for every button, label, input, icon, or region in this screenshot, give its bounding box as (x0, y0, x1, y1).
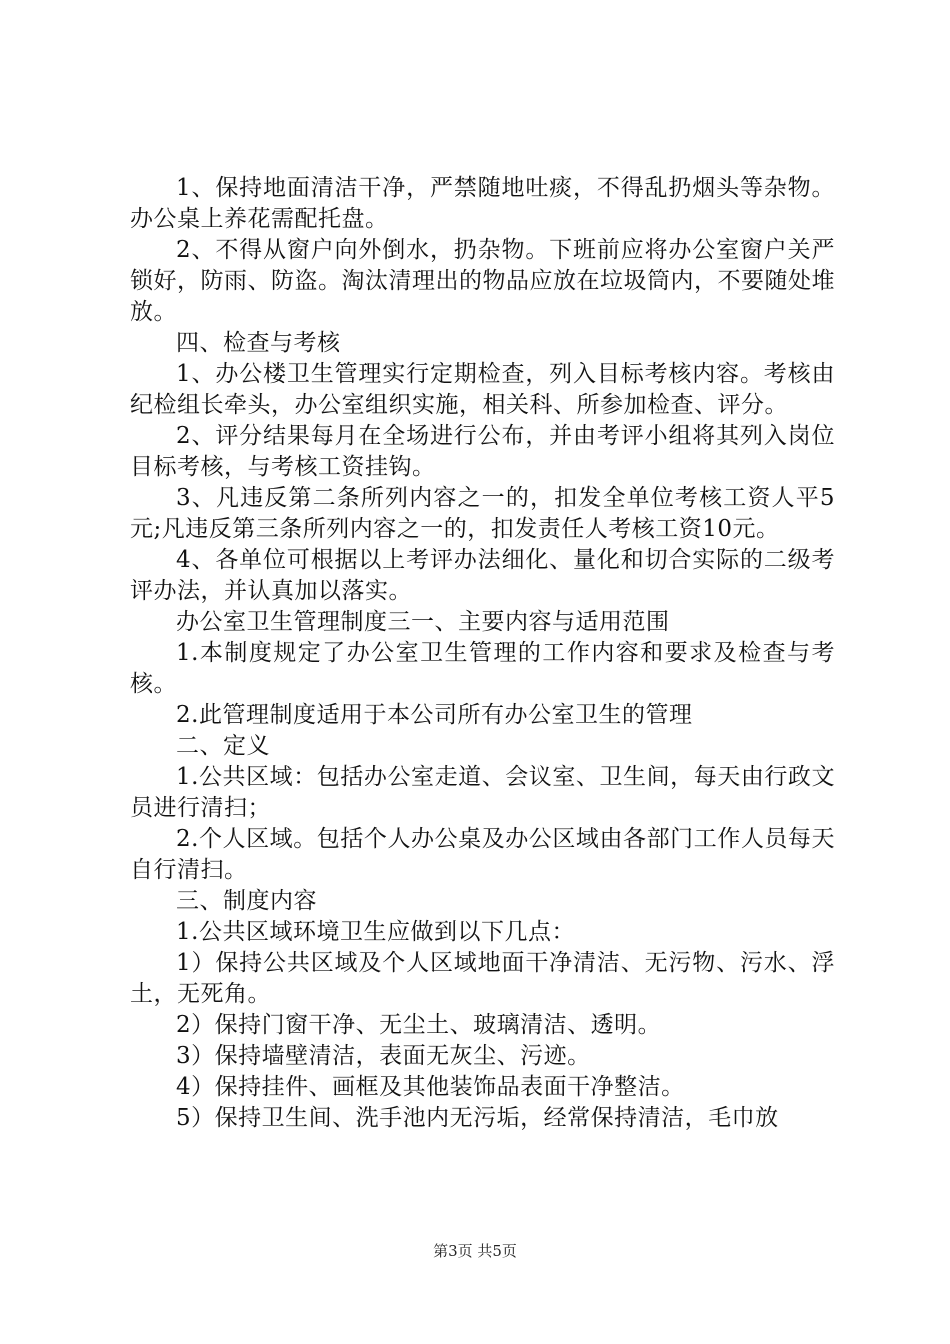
paragraph: 3）保持墙壁清洁，表面无灰尘、污迹。 (176, 1043, 591, 1069)
paragraph: 1.本制度规定了办公室卫生管理的工作内容和要求及检查与考核。 (130, 640, 835, 697)
section-heading: 四、检查与考核 (176, 330, 341, 356)
paragraph: 1）保持公共区域及个人区域地面干净清洁、无污物、污水、浮土，无死角。 (130, 950, 835, 1007)
section-heading: 二、定义 (176, 733, 270, 759)
section-heading: 办公室卫生管理制度三一、主要内容与适用范围 (176, 609, 670, 635)
paragraph: 2.个人区域。包括个人办公桌及办公区域由各部门工作人员每天自行清扫。 (130, 826, 835, 883)
paragraph: 3、凡违反第二条所列内容之一的，扣发全单位考核工资人平5元;凡违反第三条所列内容之一的，扣发责任人考核工资10元。 (130, 485, 835, 542)
paragraph: 1、保持地面清洁干净，严禁随地吐痰，不得乱扔烟头等杂物。办公桌上养花需配托盘。 (130, 175, 835, 232)
paragraph: 4）保持挂件、画框及其他装饰品表面干净整洁。 (176, 1074, 685, 1100)
paragraph: 2、评分结果每月在全场进行公布，并由考评小组将其列入岗位目标考核，与考核工资挂钩。 (130, 423, 835, 480)
section-heading: 三、制度内容 (176, 888, 317, 914)
document-body (130, 173, 835, 1134)
paragraph: 2.此管理制度适用于本公司所有办公室卫生的管理 (176, 702, 693, 728)
page-footer (0, 1240, 950, 1261)
paragraph: 1.公共区域：包括办公室走道、会议室、卫生间，每天由行政文员进行清扫； (130, 764, 835, 821)
paragraph: 5）保持卫生间、洗手池内无污垢，经常保持清洁，毛巾放 (176, 1105, 779, 1131)
page-number: 第3页 共5页 (433, 1242, 517, 1260)
paragraph: 2）保持门窗干净、无尘土、玻璃清洁、透明。 (176, 1012, 662, 1038)
paragraph: 2、不得从窗户向外倒水，扔杂物。下班前应将办公室窗户关严锁好，防雨、防盗。淘汰清理出的物品应放在垃圾筒内，不要随处堆放。 (130, 237, 835, 325)
paragraph: 1.公共区域环境卫生应做到以下几点： (176, 919, 575, 945)
paragraph: 1、办公楼卫生管理实行定期检查，列入目标考核内容。考核由纪检组长牵头，办公室组织实施，相关科、所参加检查、评分。 (130, 361, 835, 418)
paragraph: 4、各单位可根据以上考评办法细化、量化和切合实际的二级考评办法，并认真加以落实。 (130, 547, 835, 604)
